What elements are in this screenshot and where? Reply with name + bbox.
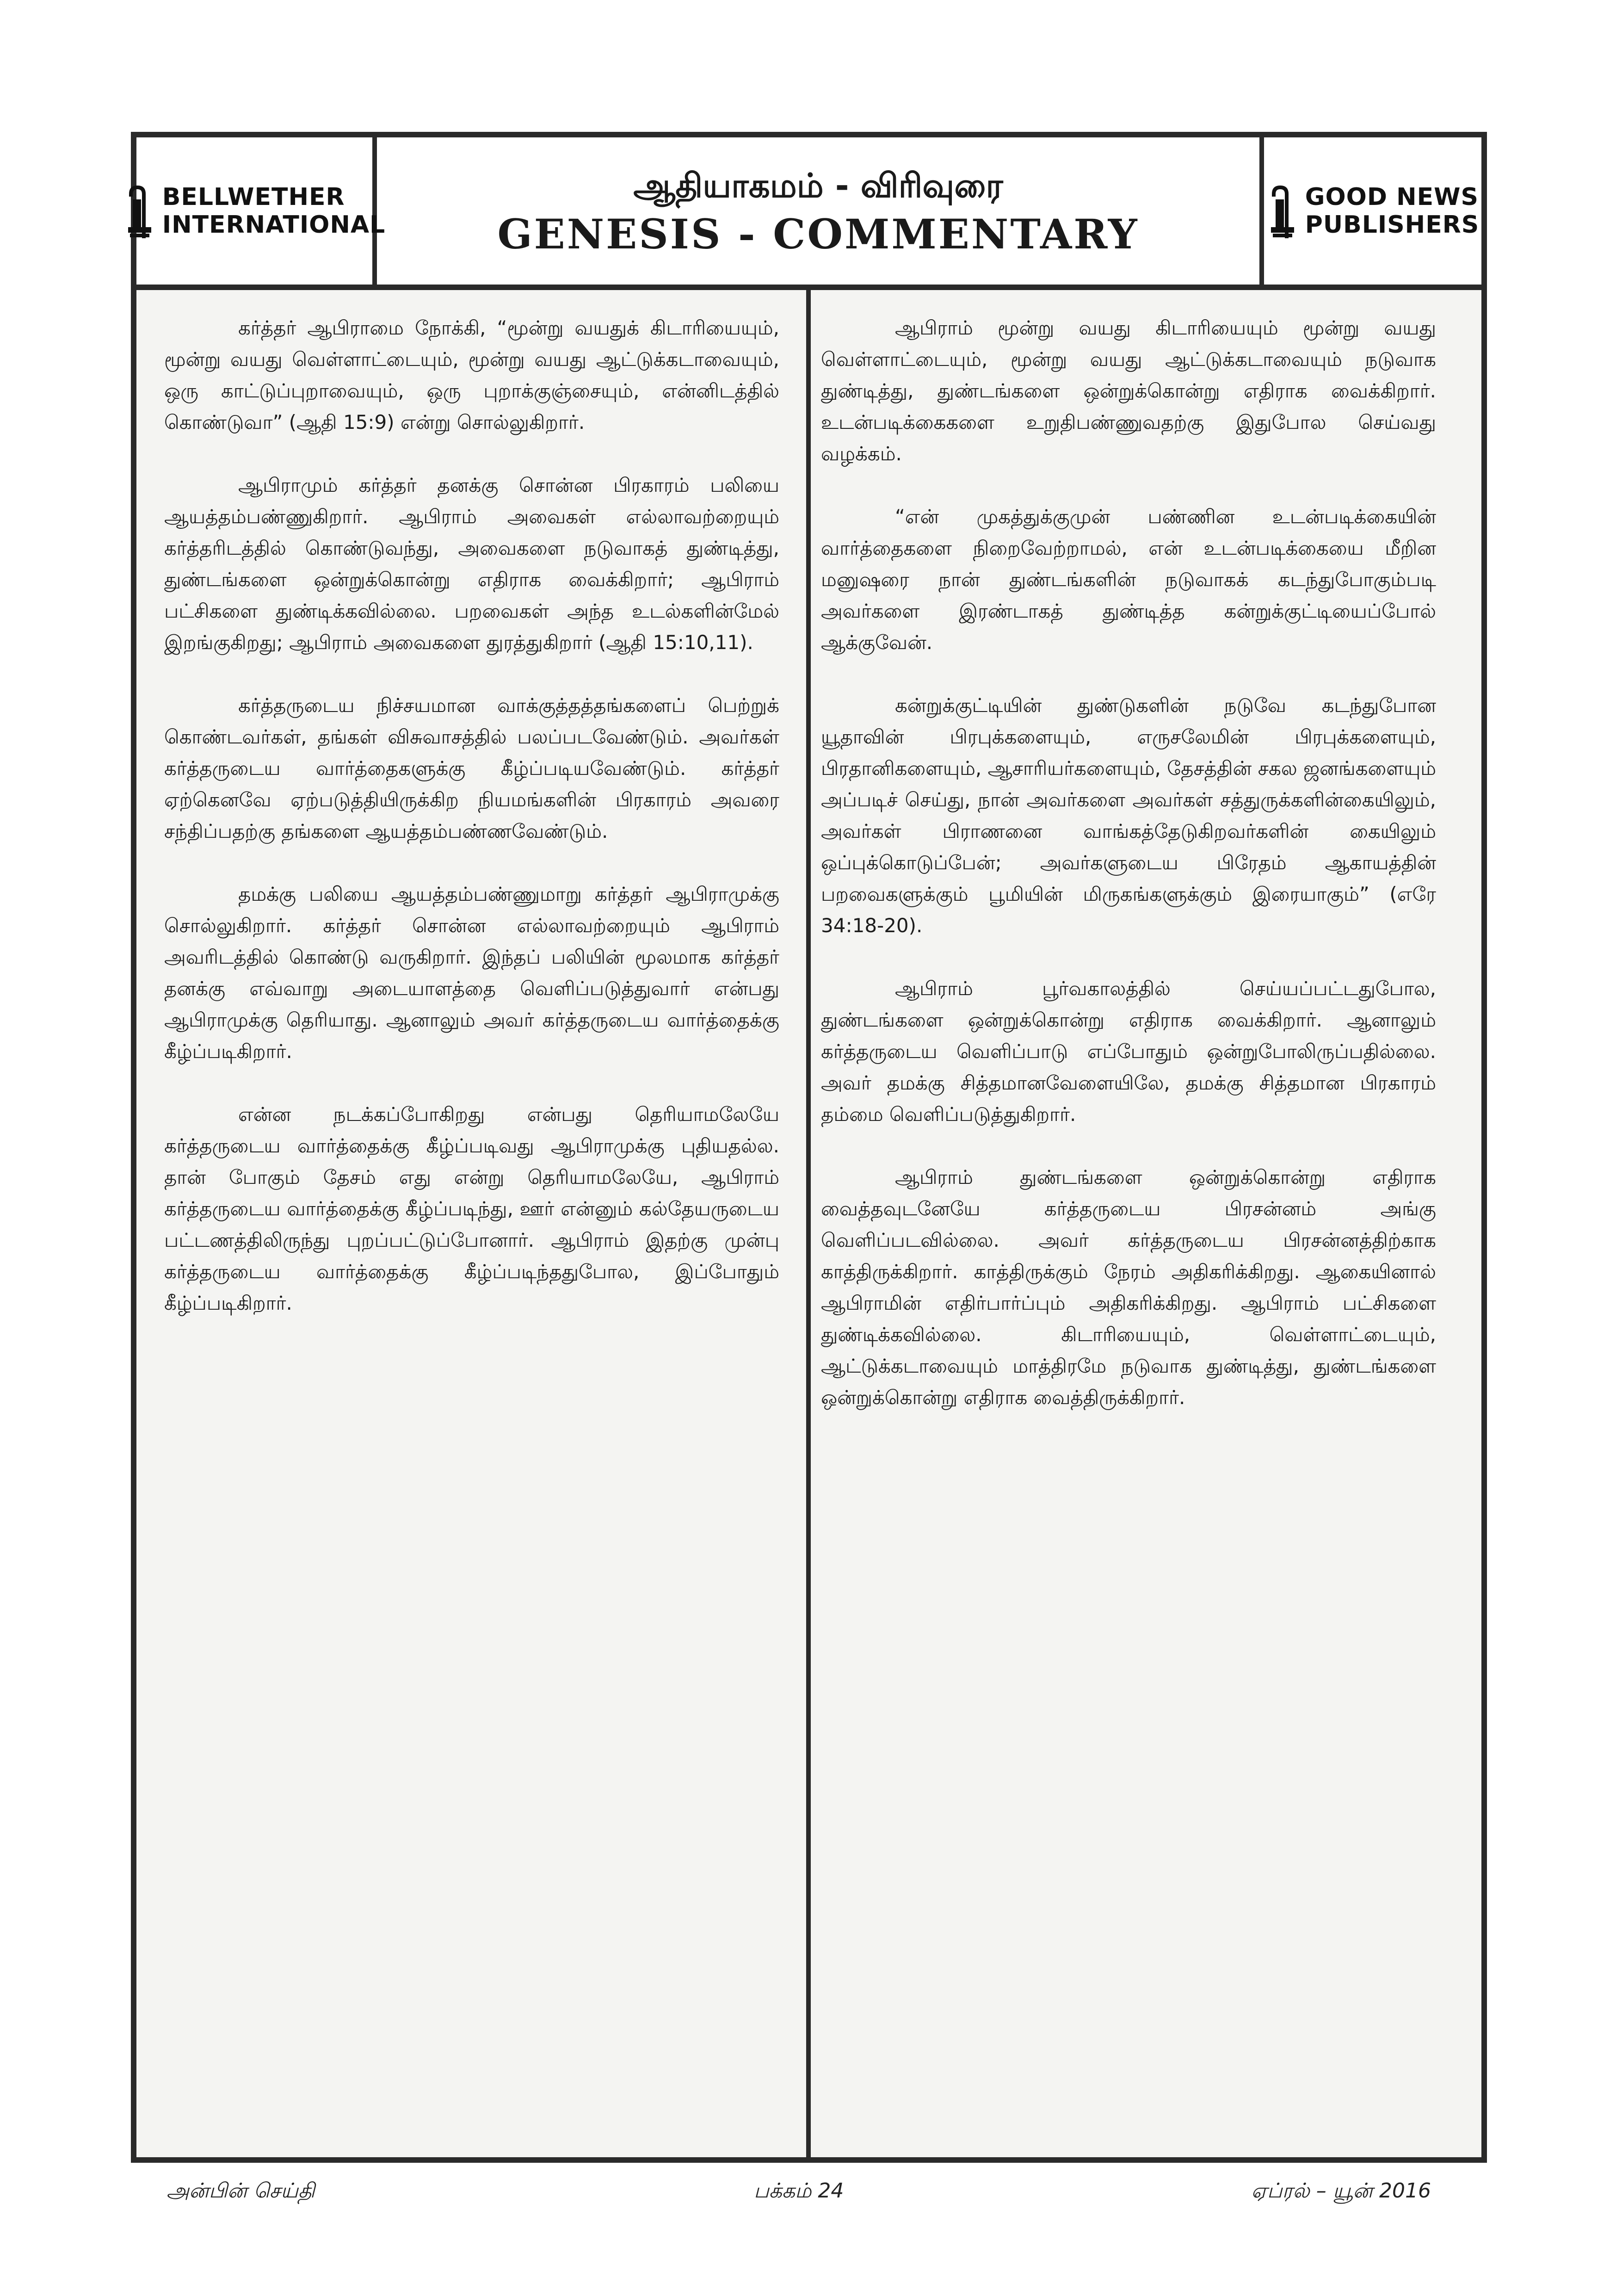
- paragraph: ஆபிராம் துண்டங்களை ஒன்றுக்கொன்று எதிராக வைத்தவுடனேயே கர்த்தருடைய பிரசன்னம் அங்கு வெளிப்படவில்லை. அவர் கர்த்தருடைய பிரசன்னத்திற்காக காத்திருக்கிறார். காத்திருக்கும் நேரம் அதிகரிக்கிறது. ஆகையினால் ஆபிராமின் எதிர்பார்ப்பும் அதிகரிக்கிறது. ஆபிராம் பட்சிகளை துண்டிக்கவில்லை. கிடாரியையும், வெள்ளாட்டையும், ஆட்டுக்கடாவையும் மாத்திரமே நடுவாக துண்டித்து, துண்டங்களை ஒன்றுக்கொன்று எதிராக வைத்திருக்கிறார்.: [821, 1166, 1436, 1409]
- title-block: [377, 137, 1259, 285]
- good-news-logo: [1259, 137, 1481, 285]
- paragraph: ஆபிராமும் கர்த்தர் தனக்கு சொன்ன பிரகாரம் பலியை ஆயத்தம்பண்ணுகிறார். ஆபிராம் அவைகள் எல்லாவற்றையும் கர்த்தரிடத்தில் கொண்டுவந்து, அவைகளை நடுவாகத் துண்டித்து, துண்டங்களை ஒன்றுக்கொன்று எதிராக வைக்கிறார்; ஆபிராம் பட்சிகளை துண்டிக்கவில்லை. பறவைகள் அந்த உடல்களின்மேல் இறங்குகிறது; ஆபிராம் அவைகளை துரத்துகிறார் (ஆதி 15:10,11).: [164, 474, 779, 654]
- right-column: [821, 312, 1436, 1445]
- logo-right-line-2: PUBLISHERS: [1305, 211, 1480, 239]
- shepherd-icon: [1266, 181, 1299, 241]
- paragraph: தமக்கு பலியை ஆயத்தம்பண்ணுமாறு கர்த்தர் ஆபிராமுக்கு சொல்லுகிறார். கர்த்தர் சொன்ன எல்லாவற்றையும் ஆபிராம் அவரிடத்தில் கொண்டு வருகிறார். இந்தப் பலியின் மூலமாக கர்த்தர் தனக்கு எவ்வாறு அடையாளத்தை வெளிப்படுத்துவார் என்பது ஆபிராமுக்கு தெரியாது. ஆனாலும் அவர் கர்த்தருடைய வார்த்தைக்கு கீழ்ப்படிகிறார்.: [164, 883, 779, 1063]
- shepherd-icon: [123, 181, 156, 241]
- paragraph: என்ன நடக்கப்போகிறது என்பது தெரியாமலேயே கர்த்தருடைய வார்த்தைக்கு கீழ்ப்படிவது ஆபிராமுக்கு புதியதல்ல. தான் போகும் தேசம் எது என்று தெரியாமலேயே, ஆபிராம் கர்த்தருடைய வார்த்தைக்கு கீழ்ப்படிந்து, ஊர் என்னும் கல்தேயருடைய பட்டணத்திலிருந்து புறப்பட்டுப்போனார். ஆபிராம் இதற்கு முன்பு கர்த்தருடைய வார்த்தைக்கு கீழ்ப்படிந்ததுபோல, இப்போதும் கீழ்ப்படிகிறார்.: [164, 1103, 779, 1314]
- footer-date: ஏப்ரல் – யூன் 2016: [1251, 2179, 1431, 2203]
- footer-publication: அன்பின் செய்தி: [167, 2179, 315, 2203]
- content-columns: [136, 285, 1481, 2157]
- logo-left-line-2: INTERNATIONAL: [162, 211, 386, 239]
- paragraph: ஆபிராம் பூர்வகாலத்தில் செய்யப்பட்டதுபோல, துண்டங்களை ஒன்றுக்கொன்று எதிராக வைக்கிறார். ஆனாலும் கர்த்தருடைய வெளிப்பாடு எப்போதும் ஒன்றுபோலிருப்பதில்லை. அவர் தமக்கு சித்தமானவேளையிலே, தமக்கு சித்தமான பிரகாரம் தம்மை வெளிப்படுத்துகிறார்.: [821, 977, 1436, 1126]
- paragraph: கன்றுக்குட்டியின் துண்டுகளின் நடுவே கடந்துபோன யூதாவின் பிரபுக்களையும், எருசலேமின் பிரபுக்களையும், பிரதானிகளையும், ஆசாரியர்களையும், தேசத்தின் சகல ஜனங்களையும் அப்படிச் செய்து, நான் அவர்களை அவர்கள் சத்துருக்களின்கையிலும், அவர்கள் பிராணனை வாங்கத்தேடுகிறவர்களின் கையிலும் ஒப்புக்கொடுப்பேன்; அவர்களுடைய பிரேதம் ஆகாயத்தின் பறவைகளுக்கும் பூமியின் மிருகங்களுக்கும் இரையாகும்” (எரே 34:18-20).: [821, 694, 1436, 937]
- page-frame: [131, 132, 1487, 2163]
- title-tamil: ஆதியாகமம் - விரிவுரை: [633, 166, 1003, 205]
- logo-left-line-1: BELLWETHER: [162, 183, 345, 211]
- left-column: [164, 312, 779, 1350]
- title-english: GENESIS - COMMENTARY: [497, 210, 1139, 258]
- paragraph: “என் முகத்துக்குமுன் பண்ணின உடன்படிக்கையின் வார்த்தைகளை நிறைவேற்றாமல், என் உடன்படிக்கையை மீறின மனுஷரை நான் துண்டங்களின் நடுவாகக் கடந்துபோகும்படி அவர்களை இரண்டாகத் துண்டித்த கன்றுக்குட்டியைப்போல் ஆக்குவேன்.: [821, 505, 1436, 654]
- column-divider: [806, 285, 811, 2157]
- paragraph: கர்த்தருடைய நிச்சயமான வாக்குத்தத்தங்களைப் பெற்றுக் கொண்டவர்கள், தங்கள் விசுவாசத்தில் பலப்படவேண்டும். அவர்கள் கர்த்தருடைய வார்த்தைகளுக்கு கீழ்ப்படியவேண்டும். கர்த்தர் ஏற்கெனவே ஏற்படுத்தியிருக்கிற நியமங்களின் பிரகாரம் அவரை சந்திப்பதற்கு தங்களை ஆயத்தம்பண்ணவேண்டும்.: [164, 694, 779, 842]
- paragraph: ஆபிராம் மூன்று வயது கிடாரியையும் மூன்று வயது வெள்ளாட்டையும், மூன்று வயது ஆட்டுக்கடாவையும் நடுவாக துண்டித்து, துண்டங்களை ஒன்றுக்கொன்று எதிராக வைக்கிறார். உடன்படிக்கைகளை உறுதிபண்ணுவதற்கு இதுபோல செய்வது வழக்கம்.: [821, 316, 1436, 465]
- logo-right-line-1: GOOD NEWS: [1305, 183, 1479, 211]
- paragraph: கர்த்தர் ஆபிராமை நோக்கி, “மூன்று வயதுக் கிடாரியையும், மூன்று வயது வெள்ளாட்டையும், மூன்று வயது ஆட்டுக்கடாவையும், ஒரு காட்டுப்புறாவையும், ஒரு புறாக்குஞ்சையும், என்னிடத்தில் கொண்டுவா” (ஆதி 15:9) என்று சொல்லுகிறார்.: [164, 316, 779, 433]
- header: [136, 137, 1481, 290]
- bellwether-logo: [136, 137, 386, 285]
- page-footer: [139, 2179, 1477, 2216]
- footer-page-number: பக்கம் 24: [754, 2179, 844, 2203]
